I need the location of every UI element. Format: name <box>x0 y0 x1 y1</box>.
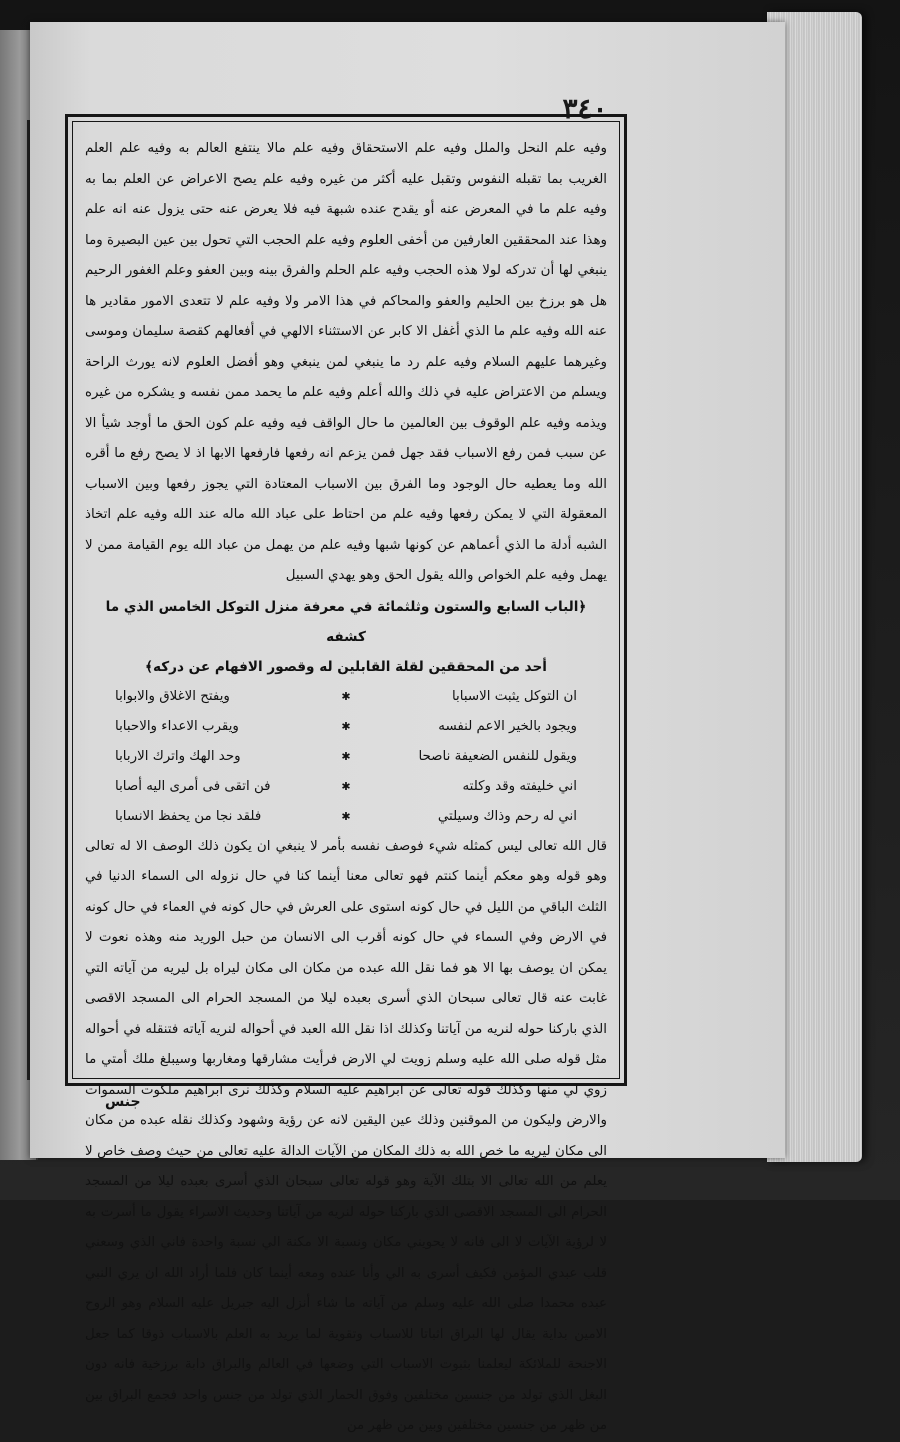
paragraph-1: وفيه علم النحل والملل وفيه علم الاستحقاق وفيه علم مالا ينتفع العالم به وفيه علم العلم الغريب بما تقبله النفوس وتقبل عليه أكثر من غيره وفيه علم يصح الاعراض عن العلم بما به وفيه علم ما في المعرض عنه أو يقدح عنده شبهة فيه فلا يعرض عنه حتى يزول عنه انه علم وهذا عند المحققين العارفين من أخفى العلوم وفيه علم الحجب التي تحول بين عين البصيرة وما ينبغي لها أن تدركه لولا هذه الحجب وفيه علم الحلم والفرق بينه وبين العفو وعلم الغفور الرحيم هل هو برزخ بين الحليم والعفو والمحاكم في هذا الامر ولا وفيه علم لا تتعدى الامور مقادير ها عنه الله وفيه علم ما الذي أغفل الا كابر عن الاستثناء الالهي في أفعالهم كقصة سليمان وموسى وغيرهما عليهم السلام وفيه علم رد ما ينبغي لمن ينبغي وهو أفضل العلوم لانه يورث الراحة ويسلم من الاعتراض عليه في ذلك والله أعلم وفيه علم ما يحمد ممن نفسه و يشكره من غيره ويذمه وفيه علم الوقوف بين العالمين ما حال الواقف فيه وفيه علم كون الحق ما أوجد شيأ الا عن سبب فمن رفع الاسباب فقد جهل فمن يزعم انه رفعها فارفعها الابها اذ لا يصح رفع ما أقره الله وما يعطيه حال الوجود وما الفرق بين الاسباب المعتادة التي يجوز رفعها وبين الاسباب المعقولة التي لا يمكن رفعها وفيه علم من احتاط على عباد الله ماله عند الله وفيه علم اتخاذ الشبه أدلة ما الذي أعماهم عن كونها شبها وفيه علم من يهمل من عباد الله يوم القيامة ممن لا يهمل وفيه علم الخواص والله يقول الحق وهو يهدي السبيل <box>85 141 607 583</box>
verse-separator-star: ✱ <box>341 749 351 763</box>
verse-line <box>85 802 607 832</box>
chapter-heading-line-2: أحد من المحققين لقلة القابلين له وقصور الافهام عن دركه﴾ <box>145 658 547 675</box>
chapter-heading-line-1: ﴿الباب السابع والستون وثلثمائة في معرفة منزل التوكل الخامس الذي ما كشفه <box>105 598 587 645</box>
verse-second-hemistich: ويقرب الاعداء والاحبابا <box>115 718 239 734</box>
verse-second-hemistich: فلقد نجا من يحفظ الانسابا <box>115 808 262 824</box>
text-frame-inner <box>72 121 620 1433</box>
verse-line <box>85 742 607 772</box>
verse-line <box>85 682 607 712</box>
text-frame <box>65 114 627 1433</box>
body-text <box>85 134 607 1442</box>
book-page <box>30 22 785 1433</box>
paragraph-2: قال الله تعالى ليس كمثله شيء فوصف نفسه بأمر لا ينبغي ان يكون ذلك الوصف الا له تعالى وهو قوله وهو معكم أينما كنتم فهو تعالى معنا أينما كنا في حال نزوله الى السماء الدنيا في الثلث الباقي من الليل في حال كونه استوى على العرش في حال كونه في العماء في حال كونه في الارض وفي السماء في حال كونه أقرب الى الانسان من حبل الوريد منه وهذه نعوت لا يمكن ان يوصف بها الا هو فما نقل الله عبده من مكان الى مكان ليراه بل ليريه من آياته التي غابت عنه قال تعالى سبحان الذي أسرى بعبده ليلا من المسجد الحرام الى المسجد الاقصى الذي باركنا حوله لنريه من آياتنا وكذلك اذا نقل الله العبد في أحواله لنريه آياته فتنقله في أحواله مثل قوله صلى الله عليه وسلم زويت لي الارض فرأيت مشارقها ومغاربها وسيبلغ ملك أمتي ما زوي لي منها وكذلك قوله تعالى عن ابراهيم عليه السلام وكذلك نرى ابراهيم ملكوت السموات والارض وليكون من الموقنين وذلك عين اليقين لانه عن رؤية وشهود وكذلك نقله عبده من مكان الى مكان ليريه ما خص الله به ذلك المكان من الآيات الدالة عليه تعالى من حيث وصف خاص لا يعلم من الله تعالى الا بتلك الآية وهو قوله تعالى سبحان الذي أسرى بعبده ليلا من المسجد الحرام الى المسجد الاقصى الذي باركنا حوله لنريه من آياتنا وحديث الاسراء يقول ما أسرت به لا لرؤية الآيات لا الى فانه لا يحويني مكان ونسبة الا مكنة الي نسبة واحدة فاني الذي وسعني قلب عبدي المؤمن فكيف أسرى به الي وأنا عنده ومعه أينما كان فلما أراد الله ان يري النبي عبده محمدا صلى الله عليه وسلم من آياته ما شاء أنزل اليه جبريل عليه السلام وهو الروح الامين بداية يقال لها البراق اثباتا للاسباب وتقوية لما يريد به العلم بالاسباب ذوقا كما جعل الاجنحة للملائكة ليعلمنا بثبوت الاسباب التي وضعها في العالم والبراق دابة برزخية فانه دون البغل الذي تولد من جنسين مختلفين وفوق الحمار الذي تولد من جنس واحد فجمع البراق بين من ظهر من جنسين مختلفين وبين من ظهر من <box>85 838 607 1433</box>
verse-separator-star: ✱ <box>341 779 351 793</box>
verse-line <box>85 772 607 802</box>
verse-separator-star: ✱ <box>341 719 351 733</box>
verse-separator-star: ✱ <box>341 689 351 703</box>
page-number: ٣٤٠ <box>562 92 608 125</box>
verse-second-hemistich: فن اتقى فى أمرى اليه أصابا <box>115 778 271 794</box>
verse-second-hemistich: وحد الهك واترك الاربابا <box>115 748 241 764</box>
verse-first-hemistich: ويجود بالخير الاعم لنفسه <box>438 718 577 734</box>
verse-separator-star: ✱ <box>341 809 351 823</box>
verse-first-hemistich: اني له رحم وذاك وسيلتي <box>437 808 577 824</box>
verse-second-hemistich: ويفتح الاغلاق والابوابا <box>115 688 230 704</box>
catchword: جنس <box>105 1094 141 1110</box>
verse-first-hemistich: اني خليفته وقد وكلته <box>462 778 577 794</box>
verse-first-hemistich: ويقول للنفس الضعيفة ناصحا <box>418 748 577 764</box>
verse-first-hemistich: ان التوكل يثبت الاسبابا <box>451 688 577 704</box>
verse-line <box>85 712 607 742</box>
